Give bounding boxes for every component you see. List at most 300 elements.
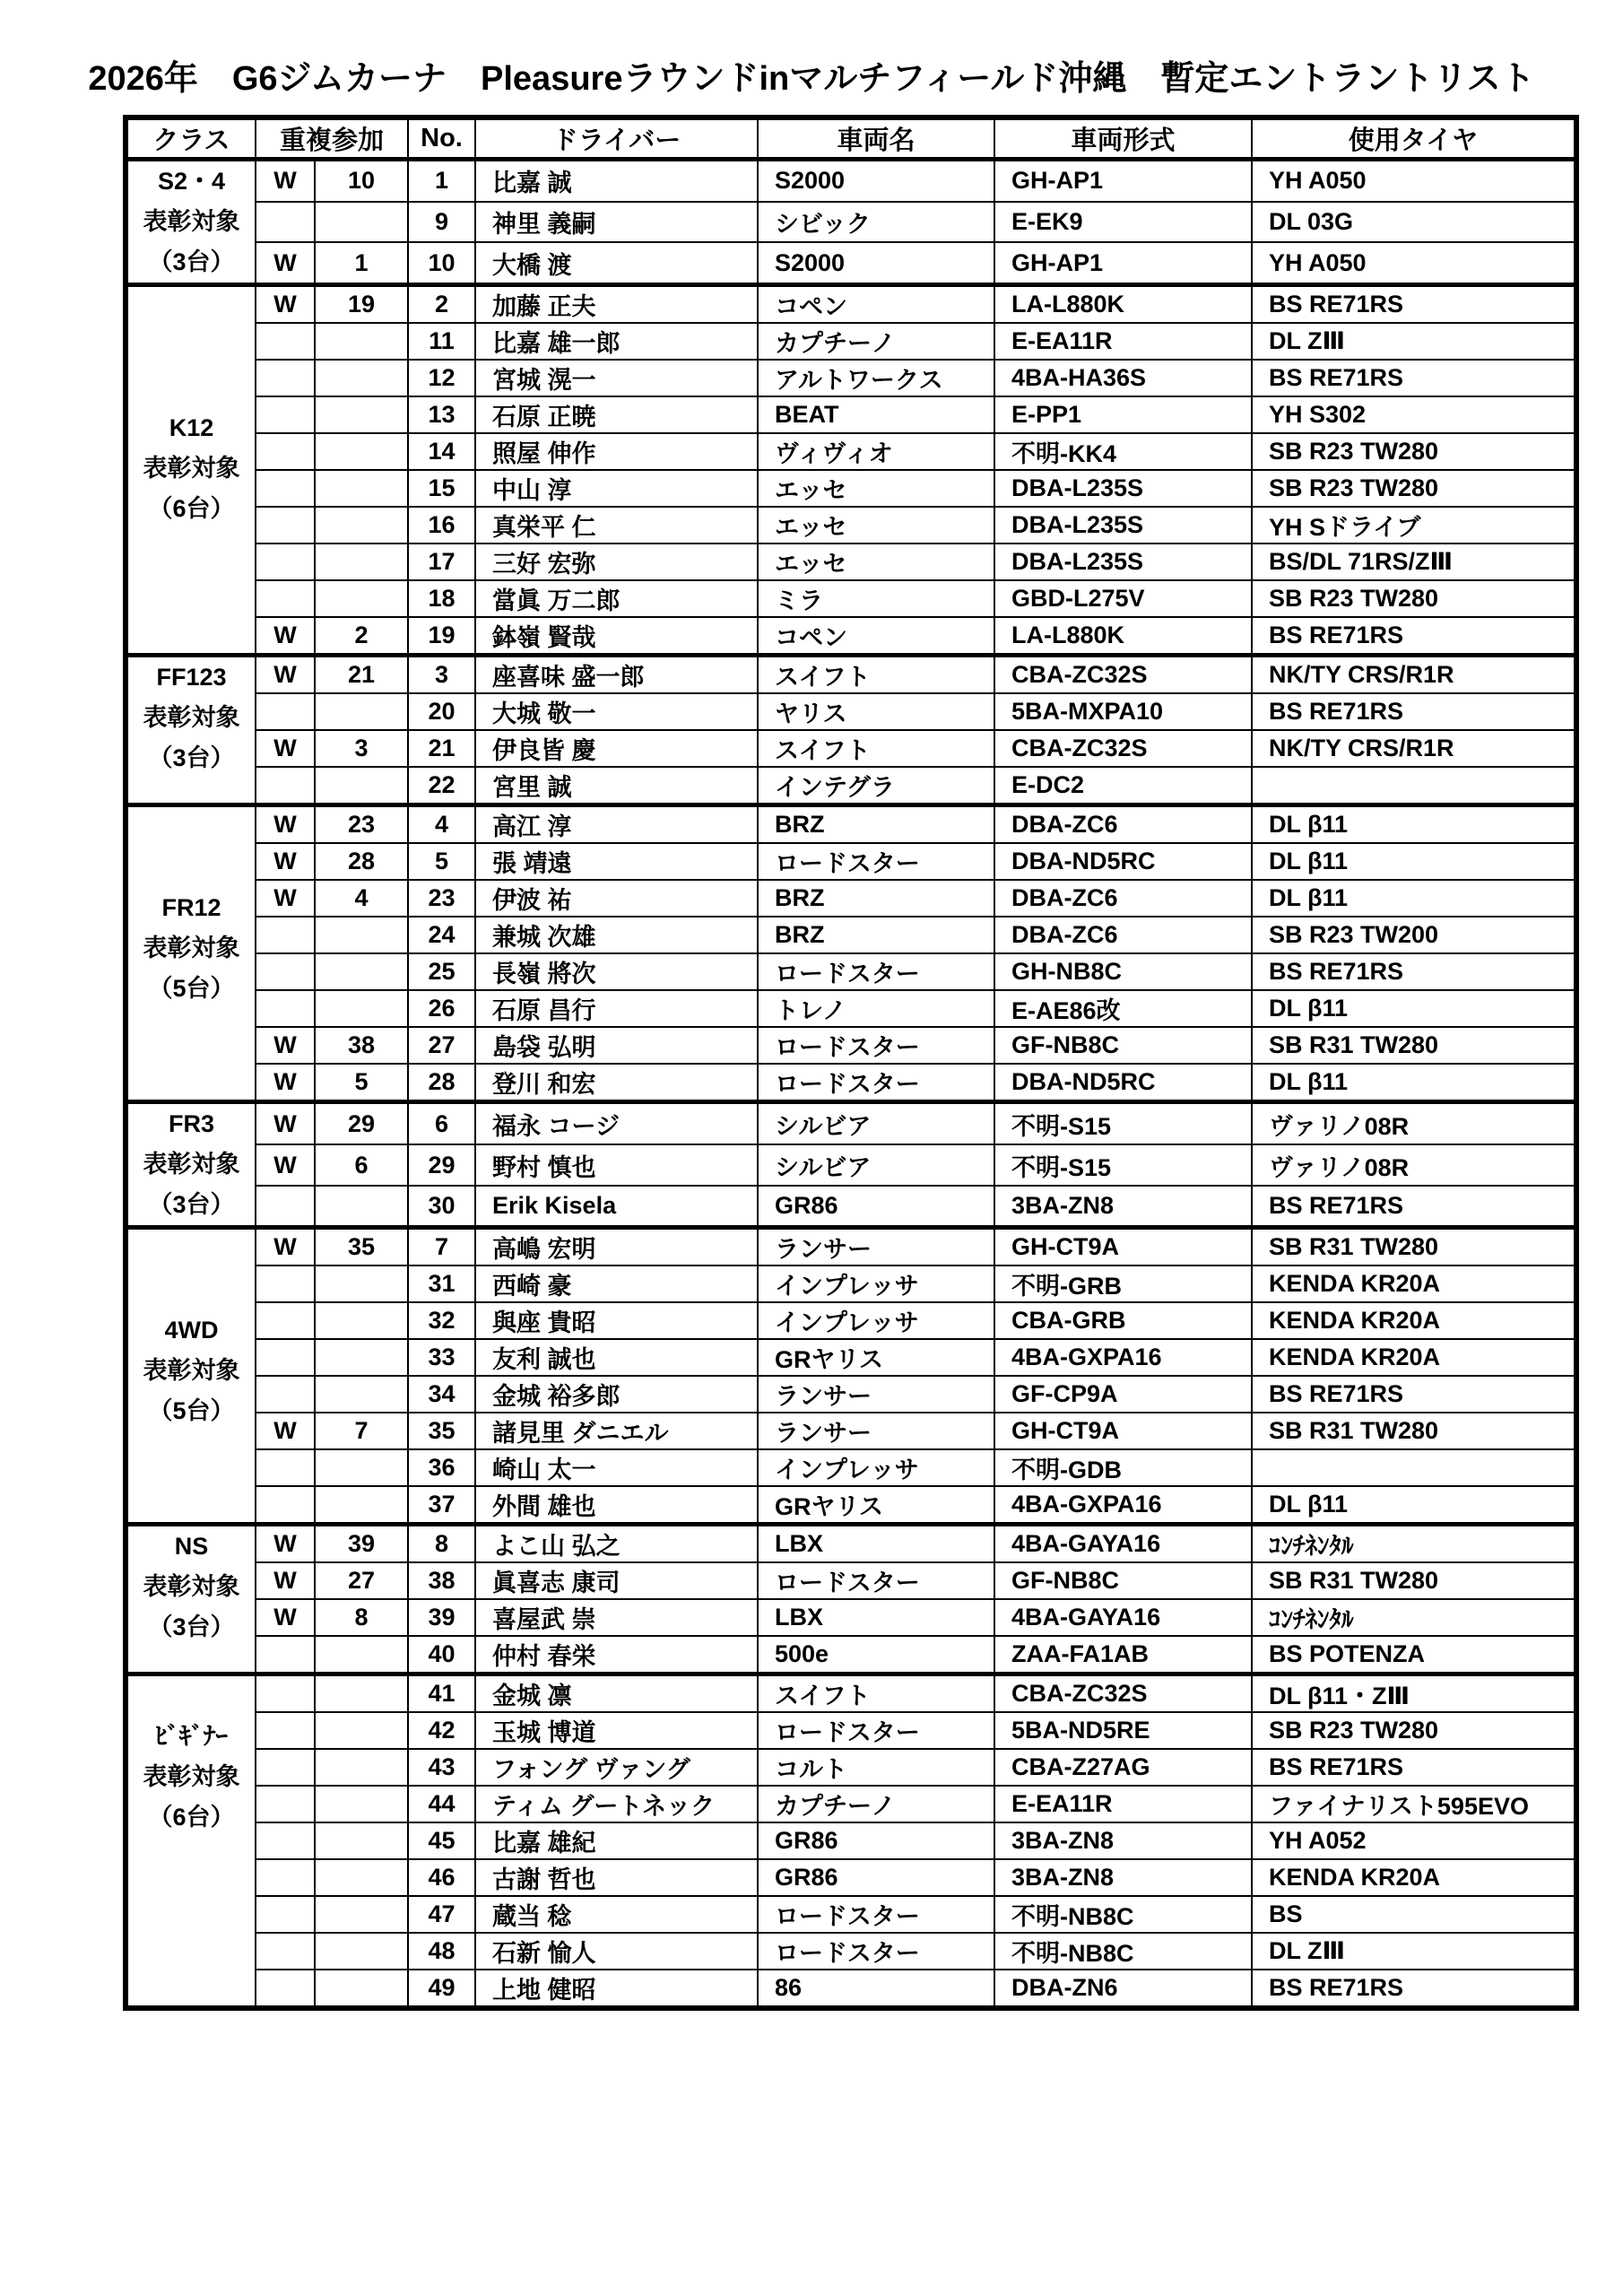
- cell-driver-name: 島袋 弘明: [475, 1027, 758, 1064]
- cell-duplicate-flag: [256, 1749, 315, 1786]
- table-row: [126, 880, 1576, 917]
- cell-car-model: DBA-ZC6: [994, 805, 1252, 844]
- cell-duplicate-flag: W: [256, 656, 315, 694]
- table-row: [126, 1144, 1576, 1186]
- cell-tire: DL β11・ZⅢ: [1252, 1674, 1576, 1713]
- cell-car-model: 3BA-ZN8: [994, 1859, 1252, 1896]
- cell-driver-name: 當眞 万二郎: [475, 580, 758, 617]
- cell-duplicate-flag: [256, 580, 315, 617]
- cell-tire: DL ZⅢ: [1252, 323, 1576, 360]
- table-row: [126, 1674, 1576, 1713]
- cell-duplicate-flag: [256, 1712, 315, 1749]
- cell-entry-number: 38: [408, 1562, 475, 1599]
- class-line: FF123: [156, 664, 227, 691]
- cell-tire: BS RE71RS: [1252, 693, 1576, 730]
- cell-car-name: スイフト: [758, 730, 994, 767]
- cell-entry-number: 30: [408, 1186, 475, 1227]
- cell-entry-number: 47: [408, 1896, 475, 1933]
- cell-driver-name: 伊波 祐: [475, 880, 758, 917]
- cell-entry-number: 34: [408, 1376, 475, 1413]
- table-row: [126, 843, 1576, 880]
- cell-car-name: ロードスター: [758, 1712, 994, 1749]
- cell-driver-name: 神里 義嗣: [475, 202, 758, 243]
- cell-duplicate-flag: [256, 1859, 315, 1896]
- cell-driver-name: 福永 コージ: [475, 1102, 758, 1145]
- cell-car-name: BEAT: [758, 396, 994, 433]
- cell-driver-name: 上地 健昭: [475, 1970, 758, 2008]
- cell-car-name: アルトワークス: [758, 360, 994, 396]
- table-row: [126, 160, 1576, 202]
- table-row: [126, 1970, 1576, 2008]
- cell-car-name: シルビア: [758, 1144, 994, 1186]
- cell-car-name: ミラ: [758, 580, 994, 617]
- class-line: S2・4: [157, 168, 226, 195]
- cell-tire: DL β11: [1252, 805, 1576, 844]
- cell-tire: BS POTENZA: [1252, 1636, 1576, 1674]
- table-row: [126, 953, 1576, 990]
- cell-car-name: エッセ: [758, 507, 994, 544]
- cell-tire: YH A050: [1252, 242, 1576, 284]
- cell-duplicate-number: [315, 544, 408, 580]
- cell-driver-name: 古謝 哲也: [475, 1859, 758, 1896]
- cell-car-model: 5BA-MXPA10: [994, 693, 1252, 730]
- cell-duplicate-flag: [256, 693, 315, 730]
- cell-car-model: GF-CP9A: [994, 1376, 1252, 1413]
- cell-duplicate-flag: [256, 1302, 315, 1339]
- cell-car-name: ランサー: [758, 1228, 994, 1266]
- cell-driver-name: 石原 正暁: [475, 396, 758, 433]
- cell-car-name: ロードスター: [758, 1027, 994, 1064]
- cell-duplicate-number: 28: [315, 843, 408, 880]
- cell-duplicate-number: 3: [315, 730, 408, 767]
- cell-tire: KENDA KR20A: [1252, 1859, 1576, 1896]
- cell-entry-number: 24: [408, 917, 475, 953]
- cell-car-name: ロードスター: [758, 953, 994, 990]
- table-row: [126, 1027, 1576, 1064]
- cell-duplicate-number: [315, 1749, 408, 1786]
- cell-duplicate-flag: [256, 1376, 315, 1413]
- class-line: 表彰対象: [143, 935, 240, 961]
- table-row: [126, 1302, 1576, 1339]
- table-row: [126, 656, 1576, 694]
- cell-duplicate-number: [315, 990, 408, 1027]
- class-line: （3台）: [148, 1191, 235, 1218]
- cell-car-model: GH-AP1: [994, 160, 1252, 202]
- cell-duplicate-number: [315, 360, 408, 396]
- cell-duplicate-flag: W: [256, 730, 315, 767]
- cell-car-model: GF-NB8C: [994, 1562, 1252, 1599]
- cell-duplicate-flag: [256, 990, 315, 1027]
- table-header: [126, 117, 1576, 160]
- class-line: （3台）: [148, 248, 235, 275]
- cell-entry-number: 11: [408, 323, 475, 360]
- cell-duplicate-flag: [256, 433, 315, 470]
- cell-car-name: スイフト: [758, 1674, 994, 1713]
- cell-duplicate-number: [315, 1186, 408, 1227]
- cell-entry-number: 28: [408, 1064, 475, 1102]
- cell-driver-name: 兼城 次雄: [475, 917, 758, 953]
- cell-tire: DL β11: [1252, 1486, 1576, 1525]
- cell-duplicate-flag: [256, 396, 315, 433]
- cell-duplicate-flag: W: [256, 617, 315, 656]
- table-row: [126, 767, 1576, 805]
- cell-duplicate-flag: [256, 1636, 315, 1674]
- cell-duplicate-flag: W: [256, 1228, 315, 1266]
- cell-driver-name: 石新 愉人: [475, 1933, 758, 1970]
- cell-driver-name: 友利 誠也: [475, 1339, 758, 1376]
- cell-driver-name: 宮城 滉一: [475, 360, 758, 396]
- cell-duplicate-flag: W: [256, 1027, 315, 1064]
- cell-tire: SB R23 TW200: [1252, 917, 1576, 953]
- col-header-class: クラス: [126, 117, 256, 160]
- cell-duplicate-number: 7: [315, 1413, 408, 1449]
- col-header-driver: ドライバー: [475, 117, 758, 160]
- cell-car-name: ロードスター: [758, 1896, 994, 1933]
- cell-car-model: 不明-GDB: [994, 1449, 1252, 1486]
- cell-tire: BS: [1252, 1896, 1576, 1933]
- cell-driver-name: 加藤 正夫: [475, 285, 758, 324]
- cell-duplicate-number: [315, 1636, 408, 1674]
- class-line: 4WD: [164, 1317, 219, 1344]
- cell-tire: YH A050: [1252, 160, 1576, 202]
- class-line: 表彰対象: [143, 1357, 240, 1384]
- cell-driver-name: 比嘉 雄紀: [475, 1822, 758, 1859]
- cell-duplicate-flag: [256, 1674, 315, 1713]
- cell-car-name: インプレッサ: [758, 1302, 994, 1339]
- cell-car-name: ロードスター: [758, 1933, 994, 1970]
- cell-duplicate-number: [315, 1786, 408, 1822]
- cell-duplicate-flag: W: [256, 1064, 315, 1102]
- cell-duplicate-number: [315, 767, 408, 805]
- cell-duplicate-flag: W: [256, 1413, 315, 1449]
- class-group-label: [126, 160, 256, 285]
- cell-duplicate-flag: [256, 1486, 315, 1525]
- cell-tire: BS RE71RS: [1252, 1749, 1576, 1786]
- cell-car-name: インプレッサ: [758, 1449, 994, 1486]
- cell-duplicate-flag: W: [256, 1562, 315, 1599]
- cell-car-model: 不明-GRB: [994, 1265, 1252, 1302]
- table-row: [126, 360, 1576, 396]
- cell-duplicate-number: 1: [315, 242, 408, 284]
- class-group-label: [126, 1228, 256, 1525]
- cell-driver-name: 喜屋武 崇: [475, 1599, 758, 1636]
- cell-tire: DL β11: [1252, 1064, 1576, 1102]
- cell-car-model: GF-NB8C: [994, 1027, 1252, 1064]
- table-row: [126, 730, 1576, 767]
- cell-duplicate-flag: [256, 470, 315, 507]
- cell-driver-name: 西崎 豪: [475, 1265, 758, 1302]
- cell-driver-name: 比嘉 誠: [475, 160, 758, 202]
- cell-tire: KENDA KR20A: [1252, 1265, 1576, 1302]
- table-row: [126, 1228, 1576, 1266]
- cell-driver-name: 大橋 渡: [475, 242, 758, 284]
- cell-driver-name: 崎山 太一: [475, 1449, 758, 1486]
- cell-entry-number: 15: [408, 470, 475, 507]
- cell-duplicate-number: [315, 1933, 408, 1970]
- cell-car-model: DBA-L235S: [994, 470, 1252, 507]
- cell-duplicate-number: 23: [315, 805, 408, 844]
- cell-entry-number: 12: [408, 360, 475, 396]
- cell-car-name: ヤリス: [758, 693, 994, 730]
- table-row: [126, 1933, 1576, 1970]
- cell-duplicate-number: [315, 1896, 408, 1933]
- cell-tire: [1252, 767, 1576, 805]
- table-row: [126, 1636, 1576, 1674]
- cell-tire: SB R31 TW280: [1252, 1562, 1576, 1599]
- cell-entry-number: 27: [408, 1027, 475, 1064]
- cell-car-model: 4BA-GXPA16: [994, 1486, 1252, 1525]
- class-line: 表彰対象: [143, 1763, 240, 1790]
- cell-entry-number: 17: [408, 544, 475, 580]
- cell-tire: BS RE71RS: [1252, 1186, 1576, 1227]
- cell-car-name: インプレッサ: [758, 1265, 994, 1302]
- cell-car-model: DBA-ZC6: [994, 880, 1252, 917]
- class-line: NS: [174, 1533, 209, 1560]
- cell-duplicate-number: [315, 953, 408, 990]
- table-row: [126, 323, 1576, 360]
- cell-tire: BS RE71RS: [1252, 1970, 1576, 2008]
- cell-duplicate-number: 2: [315, 617, 408, 656]
- class-group-label: [126, 285, 256, 656]
- cell-driver-name: 真栄平 仁: [475, 507, 758, 544]
- cell-duplicate-flag: W: [256, 1102, 315, 1145]
- cell-duplicate-number: 38: [315, 1027, 408, 1064]
- cell-driver-name: 宮里 誠: [475, 767, 758, 805]
- cell-entry-number: 22: [408, 767, 475, 805]
- cell-duplicate-flag: [256, 917, 315, 953]
- cell-car-model: 不明-KK4: [994, 433, 1252, 470]
- table-row: [126, 1859, 1576, 1896]
- cell-tire: KENDA KR20A: [1252, 1339, 1576, 1376]
- cell-entry-number: 44: [408, 1786, 475, 1822]
- cell-car-name: ランサー: [758, 1413, 994, 1449]
- table-row: [126, 470, 1576, 507]
- col-header-duplicate-entry: 重複参加: [256, 117, 408, 160]
- cell-car-model: E-EA11R: [994, 323, 1252, 360]
- cell-car-name: エッセ: [758, 544, 994, 580]
- cell-entry-number: 9: [408, 202, 475, 243]
- cell-car-model: 不明-S15: [994, 1102, 1252, 1145]
- cell-car-name: スイフト: [758, 656, 994, 694]
- cell-driver-name: 外間 雄也: [475, 1486, 758, 1525]
- class-line: 表彰対象: [143, 455, 240, 482]
- class-line: 表彰対象: [143, 1573, 240, 1600]
- cell-car-model: DBA-ZC6: [994, 917, 1252, 953]
- cell-tire: BS/DL 71RS/ZⅢ: [1252, 544, 1576, 580]
- cell-tire: SB R23 TW280: [1252, 1712, 1576, 1749]
- cell-car-model: GH-NB8C: [994, 953, 1252, 990]
- table-row: [126, 1896, 1576, 1933]
- cell-car-name: ランサー: [758, 1376, 994, 1413]
- cell-car-model: GBD-L275V: [994, 580, 1252, 617]
- cell-driver-name: Erik Kisela: [475, 1186, 758, 1227]
- cell-entry-number: 37: [408, 1486, 475, 1525]
- cell-duplicate-number: [315, 1674, 408, 1713]
- cell-entry-number: 35: [408, 1413, 475, 1449]
- cell-duplicate-number: [315, 433, 408, 470]
- table-row: [126, 396, 1576, 433]
- cell-car-model: E-PP1: [994, 396, 1252, 433]
- cell-duplicate-number: [315, 1449, 408, 1486]
- cell-duplicate-flag: [256, 544, 315, 580]
- cell-car-model: E-AE86改: [994, 990, 1252, 1027]
- cell-car-name: カプチーノ: [758, 323, 994, 360]
- cell-driver-name: 三好 宏弥: [475, 544, 758, 580]
- cell-car-model: 3BA-ZN8: [994, 1186, 1252, 1227]
- cell-duplicate-number: [315, 1712, 408, 1749]
- cell-car-name: S2000: [758, 160, 994, 202]
- cell-driver-name: 大城 敬一: [475, 693, 758, 730]
- cell-duplicate-flag: [256, 1449, 315, 1486]
- cell-duplicate-flag: W: [256, 242, 315, 284]
- cell-entry-number: 14: [408, 433, 475, 470]
- cell-tire: BS RE71RS: [1252, 285, 1576, 324]
- cell-tire: DL ZⅢ: [1252, 1933, 1576, 1970]
- cell-duplicate-flag: [256, 202, 315, 243]
- cell-driver-name: 伊良皆 慶: [475, 730, 758, 767]
- table-row: [126, 1822, 1576, 1859]
- cell-car-model: DBA-L235S: [994, 507, 1252, 544]
- cell-entry-number: 2: [408, 285, 475, 324]
- cell-tire: ヴァリノ08R: [1252, 1102, 1576, 1145]
- cell-duplicate-number: [315, 202, 408, 243]
- cell-entry-number: 4: [408, 805, 475, 844]
- cell-car-model: CBA-Z27AG: [994, 1749, 1252, 1786]
- cell-car-name: ロードスター: [758, 1064, 994, 1102]
- cell-tire: SB R23 TW280: [1252, 580, 1576, 617]
- cell-car-name: BRZ: [758, 880, 994, 917]
- cell-driver-name: 金城 裕多郎: [475, 1376, 758, 1413]
- cell-car-model: GH-CT9A: [994, 1228, 1252, 1266]
- col-header-car-name: 車両名: [758, 117, 994, 160]
- cell-car-name: 500e: [758, 1636, 994, 1674]
- cell-tire: YH Sドライブ: [1252, 507, 1576, 544]
- cell-entry-number: 23: [408, 880, 475, 917]
- table-row: [126, 1599, 1576, 1636]
- class-group-label: [126, 1525, 256, 1674]
- cell-car-name: エッセ: [758, 470, 994, 507]
- cell-entry-number: 10: [408, 242, 475, 284]
- cell-tire: SB R31 TW280: [1252, 1228, 1576, 1266]
- class-line: （6台）: [148, 495, 235, 522]
- cell-duplicate-flag: [256, 1822, 315, 1859]
- cell-tire: DL β11: [1252, 843, 1576, 880]
- cell-duplicate-number: [315, 396, 408, 433]
- cell-duplicate-flag: [256, 360, 315, 396]
- cell-car-name: 86: [758, 1970, 994, 2008]
- cell-car-model: 3BA-ZN8: [994, 1822, 1252, 1859]
- cell-tire: ヴァリノ08R: [1252, 1144, 1576, 1186]
- cell-entry-number: 40: [408, 1636, 475, 1674]
- table-row: [126, 1449, 1576, 1486]
- cell-duplicate-flag: W: [256, 880, 315, 917]
- cell-duplicate-number: 29: [315, 1102, 408, 1145]
- cell-tire: YH S302: [1252, 396, 1576, 433]
- cell-entry-number: 6: [408, 1102, 475, 1145]
- table-row: [126, 1786, 1576, 1822]
- class-line: FR12: [161, 894, 221, 921]
- class-line: 表彰対象: [143, 208, 240, 235]
- table-row: [126, 617, 1576, 656]
- cell-entry-number: 45: [408, 1822, 475, 1859]
- cell-entry-number: 41: [408, 1674, 475, 1713]
- cell-car-model: 4BA-GAYA16: [994, 1599, 1252, 1636]
- cell-duplicate-number: [315, 323, 408, 360]
- cell-car-name: ロードスター: [758, 1562, 994, 1599]
- cell-duplicate-number: 4: [315, 880, 408, 917]
- cell-car-name: シビック: [758, 202, 994, 243]
- cell-duplicate-flag: [256, 1933, 315, 1970]
- cell-entry-number: 29: [408, 1144, 475, 1186]
- cell-driver-name: 玉城 博道: [475, 1712, 758, 1749]
- cell-entry-number: 8: [408, 1525, 475, 1563]
- cell-duplicate-number: [315, 580, 408, 617]
- table-row: [126, 1749, 1576, 1786]
- table-row: [126, 1339, 1576, 1376]
- cell-tire: BS RE71RS: [1252, 617, 1576, 656]
- cell-entry-number: 43: [408, 1749, 475, 1786]
- cell-duplicate-flag: W: [256, 160, 315, 202]
- cell-tire: DL 03G: [1252, 202, 1576, 243]
- cell-duplicate-number: 6: [315, 1144, 408, 1186]
- cell-car-name: GR86: [758, 1859, 994, 1896]
- cell-driver-name: 比嘉 雄一郎: [475, 323, 758, 360]
- cell-duplicate-number: 27: [315, 1562, 408, 1599]
- class-line: K12: [169, 414, 214, 441]
- class-line: （6台）: [148, 1804, 235, 1831]
- cell-duplicate-number: 5: [315, 1064, 408, 1102]
- cell-car-name: GRヤリス: [758, 1486, 994, 1525]
- cell-tire: SB R23 TW280: [1252, 470, 1576, 507]
- cell-driver-name: 仲村 春栄: [475, 1636, 758, 1674]
- cell-duplicate-flag: [256, 1265, 315, 1302]
- cell-driver-name: 野村 慎也: [475, 1144, 758, 1186]
- cell-driver-name: 金城 凛: [475, 1674, 758, 1713]
- cell-driver-name: 張 靖遠: [475, 843, 758, 880]
- cell-car-model: LA-L880K: [994, 617, 1252, 656]
- cell-duplicate-flag: [256, 1186, 315, 1227]
- cell-tire: SB R23 TW280: [1252, 433, 1576, 470]
- cell-car-name: カプチーノ: [758, 1786, 994, 1822]
- cell-duplicate-flag: [256, 1786, 315, 1822]
- cell-driver-name: 中山 淳: [475, 470, 758, 507]
- table-row: [126, 1102, 1576, 1145]
- header-row: [126, 117, 1576, 160]
- cell-duplicate-number: [315, 1822, 408, 1859]
- cell-car-name: コペン: [758, 285, 994, 324]
- cell-entry-number: 42: [408, 1712, 475, 1749]
- cell-car-model: 4BA-GAYA16: [994, 1525, 1252, 1563]
- cell-car-model: LA-L880K: [994, 285, 1252, 324]
- cell-car-model: 不明-S15: [994, 1144, 1252, 1186]
- cell-tire: NK/TY CRS/R1R: [1252, 656, 1576, 694]
- cell-tire: ｺﾝﾁﾈﾝﾀﾙ: [1252, 1599, 1576, 1636]
- cell-entry-number: 33: [408, 1339, 475, 1376]
- table-row: [126, 285, 1576, 324]
- col-header-no: No.: [408, 117, 475, 160]
- cell-duplicate-number: [315, 507, 408, 544]
- class-group-label: [126, 1674, 256, 2009]
- cell-entry-number: 13: [408, 396, 475, 433]
- cell-duplicate-number: [315, 470, 408, 507]
- table-row: [126, 693, 1576, 730]
- entrant-table-body: [126, 160, 1576, 2009]
- class-line: ﾋﾞｷﾞﾅｰ: [155, 1723, 228, 1750]
- cell-car-model: GH-AP1: [994, 242, 1252, 284]
- cell-driver-name: 鉢嶺 賢哉: [475, 617, 758, 656]
- cell-duplicate-number: [315, 1486, 408, 1525]
- table-row: [126, 202, 1576, 243]
